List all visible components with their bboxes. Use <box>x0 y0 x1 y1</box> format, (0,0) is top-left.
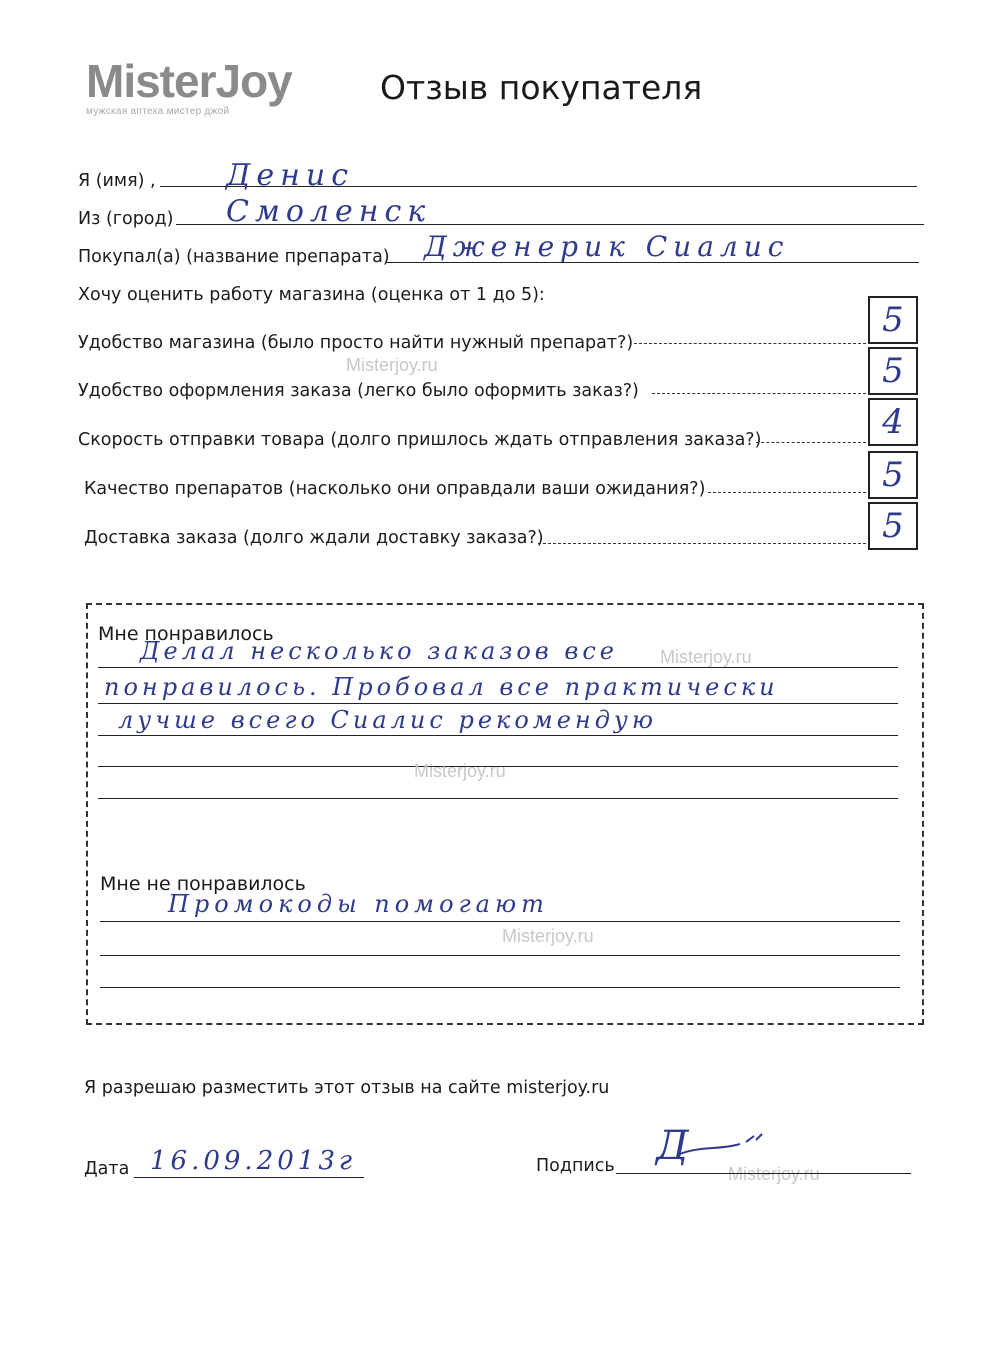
rating-box-quality <box>868 451 918 499</box>
rating-box-convenience <box>868 296 918 344</box>
product-value: Дженерик Сиалис <box>424 230 790 263</box>
rating-box-delivery <box>868 502 918 550</box>
watermark: Misterjoy.ru <box>502 926 594 946</box>
signature-label: Подпись <box>536 1156 615 1176</box>
rating-leader-dispatch <box>756 442 866 443</box>
rating-box-dispatch <box>868 398 918 446</box>
disliked-title: Мне не понравилось <box>100 873 306 895</box>
watermark: Misterjoy.ru <box>728 1164 820 1184</box>
disliked-line-2 <box>100 955 900 956</box>
disliked-line-1 <box>100 921 900 922</box>
rating-score-delivery: 5 <box>882 506 904 546</box>
rating-score-dispatch: 4 <box>882 402 904 442</box>
liked-text-1: Делал несколько заказов все <box>140 637 618 665</box>
page-title: Отзыв покупателя <box>380 68 703 107</box>
rating-leader-convenience <box>634 343 866 344</box>
rating-score-quality: 5 <box>882 455 904 495</box>
liked-title: Мне понравилось <box>98 623 274 645</box>
rating-box-checkout <box>868 347 918 395</box>
liked-line-1 <box>98 667 898 668</box>
liked-text-2: понравилось. Пробовал все практически <box>104 673 779 701</box>
liked-line-5 <box>98 798 898 799</box>
date-value: 16.09.2013г <box>150 1146 357 1176</box>
signature-stroke <box>650 1120 790 1180</box>
name-value: Денис <box>226 158 355 193</box>
rating-leader-checkout <box>652 393 866 394</box>
disliked-line-3 <box>100 987 900 988</box>
rating-label-quality: Качество препаратов (насколько они оправдали ваши ожидания?) <box>84 479 706 499</box>
consent-text: Я разрешаю разместить этот отзыв на сайте misterjoy.ru <box>84 1078 610 1098</box>
rating-label-convenience: Удобство магазина (было просто найти нужный препарат?) <box>78 333 634 353</box>
product-label: Покупал(а) (название препарата) <box>78 247 390 267</box>
date-underline <box>134 1177 364 1178</box>
rating-score-checkout: 5 <box>882 351 904 391</box>
city-value: Смоленск <box>226 194 432 229</box>
signature-mark: Д <box>656 1123 689 1169</box>
rating-label-dispatch: Скорость отправки товара (долго пришлось ждать отправления заказа?) <box>78 430 762 450</box>
logo-subtitle: мужская аптека мистер джой <box>86 106 230 117</box>
watermark: Misterjoy.ru <box>346 355 438 375</box>
name-label: Я (имя) , <box>78 171 156 191</box>
city-label: Из (город) <box>78 209 174 229</box>
rating-intro: Хочу оценить работу магазина (оценка от 1 до 5): <box>78 285 545 305</box>
liked-line-3 <box>98 735 898 736</box>
date-label: Дата <box>84 1159 130 1179</box>
liked-text-3: лучше всего Сиалис рекомендую <box>118 706 657 734</box>
rating-leader-quality <box>708 492 866 493</box>
rating-leader-delivery <box>538 543 866 544</box>
liked-line-2 <box>98 703 898 704</box>
rating-label-checkout: Удобство оформления заказа (легко было оформить заказ?) <box>78 381 639 401</box>
logo <box>86 55 292 117</box>
watermark: Misterjoy.ru <box>414 761 506 781</box>
rating-score-convenience: 5 <box>882 300 904 340</box>
logo-wordmark: MisterJoy <box>86 55 292 107</box>
watermark: Misterjoy.ru <box>660 647 752 667</box>
disliked-text-1: Промокоды помогают <box>168 890 549 918</box>
rating-label-delivery: Доставка заказа (долго ждали доставку заказа?) <box>84 528 544 548</box>
